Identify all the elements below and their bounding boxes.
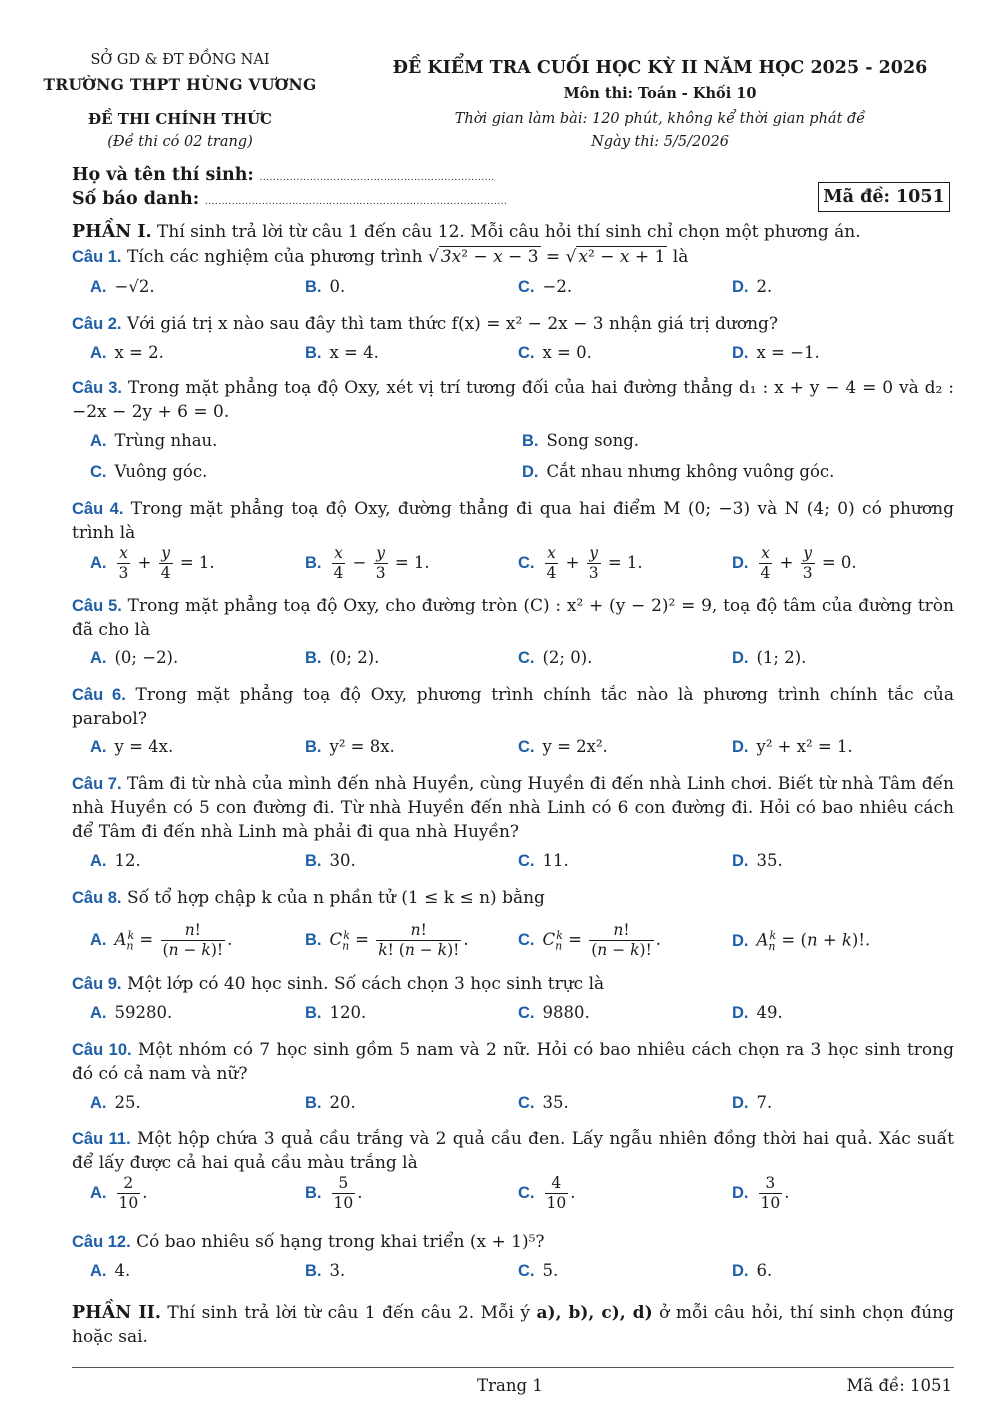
student-id-dots: .......................................................................................... (204, 197, 508, 207)
question-text: Một nhóm có 7 học sinh gồm 5 nam và 2 nữ. Hỏi có bao nhiêu cách chọn ra 3 học sinh trong đó có cả nam và nữ? (72, 1040, 954, 1084)
option-c[interactable]: C. 9880. (518, 1003, 590, 1022)
part2-heading: PHẦN II. (72, 1303, 161, 1323)
footer-exam-code: Mã đề: 1051 (846, 1376, 952, 1395)
student-name-line (72, 165, 495, 185)
option-a[interactable]: A. 12. (90, 851, 141, 870)
option-c[interactable]: C. Vuông góc. (90, 462, 208, 481)
option-d[interactable]: D. 49. (732, 1003, 783, 1022)
part1-heading: PHẦN I. (72, 222, 152, 242)
question-text: Có bao nhiêu số hạng trong khai triển (x + 1)⁵? (136, 1232, 545, 1252)
option-b[interactable]: B. x = 4. (305, 343, 379, 362)
question-text: Trong mặt phẳng toạ độ Oxy, xét vị trí tương đối của hai đường thẳng d₁ : x + y − 4 = 0 và d₂ : −2x − 2y + 6 = 0. (72, 378, 955, 422)
option-a[interactable]: A. x = 2. (90, 343, 164, 362)
question-number: Câu 11. (72, 1130, 131, 1148)
question-8 (72, 886, 954, 910)
option-a[interactable]: A. 4. (90, 1261, 131, 1280)
question-9 (72, 972, 954, 996)
question-12 (72, 1230, 954, 1254)
question-2 (72, 312, 954, 336)
footer-divider (72, 1367, 954, 1368)
option-c[interactable]: C. $\frac{x}{4}$ + $\frac{y}{3}$ = 1. (518, 544, 643, 582)
question-number: Câu 10. (72, 1041, 132, 1059)
option-c[interactable]: C. $C_n^k$ = $\frac{n!}{(n - k)!}$ . (518, 921, 662, 959)
option-c[interactable]: C. 11. (518, 851, 569, 870)
question-number: Câu 4. (72, 500, 124, 518)
option-b[interactable]: B. y² = 8x. (305, 737, 395, 756)
question-text: Trong mặt phẳng toạ độ Oxy, phương trình chính tắc nào là phương trình chính tắc của parabol? (72, 685, 954, 729)
option-d[interactable]: D. $\frac{x}{4}$ + $\frac{y}{3}$ = 0. (732, 544, 857, 582)
option-c[interactable]: C. 35. (518, 1093, 569, 1112)
question-7 (72, 772, 954, 844)
question-number: Câu 7. (72, 775, 122, 793)
option-b[interactable]: B. $C_n^k$ = $\frac{n!}{k! (n - k)!}$ . (305, 921, 469, 959)
option-a[interactable]: A. (0; −2). (90, 648, 179, 667)
exam-duration: Thời gian làm bài: 120 phút, không kể thời gian phát đề (454, 111, 866, 127)
student-name-dots: ...................................................................... (259, 173, 495, 183)
option-b[interactable]: B. 3. (305, 1261, 346, 1280)
option-a[interactable]: A. −√2. (90, 277, 155, 296)
option-a[interactable]: A. 25. (90, 1093, 141, 1112)
option-b[interactable]: B. $\frac{5}{10}$ . (305, 1174, 363, 1212)
student-id-label: Số báo danh: (72, 189, 200, 209)
option-d[interactable]: D. 6. (732, 1261, 773, 1280)
option-d[interactable]: D. y² + x² = 1. (732, 737, 853, 756)
question-text: Tích các nghiệm của phương trình (126, 247, 428, 267)
question-text: Một lớp có 40 học sinh. Số cách chọn 3 học sinh trực là (126, 974, 605, 994)
option-b[interactable]: B. 20. (305, 1093, 356, 1112)
question-number: Câu 6. (72, 686, 126, 704)
option-c[interactable]: C. −2. (518, 277, 573, 296)
student-name-label: Họ và tên thí sinh: (72, 165, 254, 185)
option-b[interactable]: B. $\frac{x}{4}$ − $\frac{y}{3}$ = 1. (305, 544, 430, 582)
option-a[interactable]: A. $A_n^k$ = $\frac{n!}{(n - k)!}$ . (90, 921, 233, 959)
part1-text: Thí sinh trả lời từ câu 1 đến câu 12. Mỗi câu hỏi thí sinh chỉ chọn một phương án. (157, 222, 861, 242)
option-a[interactable]: A. $\frac{2}{10}$ . (90, 1174, 148, 1212)
exam-date: Ngày thi: 5/5/2026 (591, 134, 729, 150)
option-b[interactable]: B. Song song. (522, 431, 640, 450)
part2-text: Thí sinh trả lời từ câu 1 đến câu 2. Mỗi ý (167, 1303, 537, 1323)
option-c[interactable]: C. (2; 0). (518, 648, 593, 667)
option-d[interactable]: D. $A_n^k = (n + k)$!. (732, 929, 871, 953)
question-number: Câu 1. (72, 248, 122, 266)
option-c[interactable]: C. y = 2x². (518, 737, 608, 756)
option-d[interactable]: D. Cắt nhau nhưng không vuông góc. (522, 462, 835, 481)
option-a[interactable]: A. $\frac{x}{3}$ + $\frac{y}{4}$ = 1. (90, 544, 215, 582)
part2-instruction (72, 1301, 954, 1349)
part1-instruction (72, 220, 954, 244)
option-a[interactable]: A. y = 4x. (90, 737, 174, 756)
question-number: Câu 9. (72, 975, 122, 993)
option-b[interactable]: B. 120. (305, 1003, 367, 1022)
question-number: Câu 3. (72, 379, 123, 397)
exam-subject: Môn thi: Toán - Khối 10 (563, 85, 757, 102)
question-text: Trong mặt phẳng toạ độ Oxy, đường thẳng đi qua hai điểm M (0; −3) và N (4; 0) có phương trình là (72, 499, 954, 543)
option-d[interactable]: D. (1; 2). (732, 648, 807, 667)
option-d[interactable]: D. 2. (732, 277, 773, 296)
option-c[interactable]: C. 5. (518, 1261, 559, 1280)
question-3 (72, 376, 954, 424)
question-number: Câu 5. (72, 597, 122, 615)
option-c[interactable]: C. x = 0. (518, 343, 592, 362)
option-d[interactable]: D. x = −1. (732, 343, 820, 362)
question-11 (72, 1127, 954, 1175)
option-c[interactable]: C. $\frac{4}{10}$ . (518, 1174, 576, 1212)
page-number: Trang 1 (477, 1376, 543, 1395)
exam-title: ĐỀ KIỂM TRA CUỐI HỌC KỲ II NĂM HỌC 2025 - 2026 (392, 58, 928, 78)
question-number: Câu 12. (72, 1233, 131, 1251)
equation: √ 3x² − x − 3 = √ x² − x + 1 (427, 247, 666, 267)
question-text: Trong mặt phẳng toạ độ Oxy, cho đường tròn (C) : x² + (y − 2)² = 9, toạ độ tâm của đường tròn đã cho là (72, 596, 954, 640)
question-number: Câu 2. (72, 315, 122, 333)
question-text: Với giá trị x nào sau đây thì tam thức f(x) = x² − 2x − 3 nhận giá trị dương? (126, 314, 779, 334)
student-id-line (72, 189, 507, 209)
department: SỞ GD & ĐT ĐỒNG NAI (90, 52, 270, 68)
option-a[interactable]: A. Trùng nhau. (90, 431, 218, 450)
option-b[interactable]: B. (0; 2). (305, 648, 380, 667)
question-4 (72, 497, 954, 545)
exam-code-box: Mã đề: 1051 (818, 182, 950, 212)
option-d[interactable]: D. 7. (732, 1093, 773, 1112)
part2-text-end: ở mỗi câu hỏi, thí sinh chọn đúng hoặc sai. (72, 1303, 954, 1347)
option-b[interactable]: B. 0. (305, 277, 346, 296)
page-note: (Đề thi có 02 trang) (107, 134, 253, 150)
option-d[interactable]: D. 35. (732, 851, 783, 870)
question-6 (72, 683, 954, 731)
school-name: TRƯỜNG THPT HÙNG VƯƠNG (43, 75, 317, 94)
option-a[interactable]: A. 59280. (90, 1003, 173, 1022)
question-text: Số tổ hợp chập k của n phần tử (1 ≤ k ≤ n) bằng (126, 888, 545, 908)
question-number: Câu 8. (72, 889, 122, 907)
question-text: Một hộp chứa 3 quả cầu trắng và 2 quả cầu đen. Lấy ngẫu nhiên đồng thời hai quả. Xác suất để lấy được cả hai quả cầu màu trắng là (72, 1129, 954, 1173)
question-text: Tâm đi từ nhà của mình đến nhà Huyền, cùng Huyền đi đến nhà Linh chơi. Biết từ nhà Tâm đến nhà Huyền có 5 con đường đi. Từ nhà Huyền đến nhà Linh có 6 con đường đi. Hỏi có bao nhiêu cách để Tâm đi đến nhà Linh mà phải đi qua nhà Huyền? (72, 774, 954, 842)
question-10 (72, 1038, 954, 1086)
option-b[interactable]: B. 30. (305, 851, 356, 870)
exam-kind: ĐỀ THI CHÍNH THỨC (88, 110, 272, 128)
question-1 (72, 245, 954, 269)
question-text-end: là (667, 247, 689, 267)
question-5 (72, 594, 954, 642)
part2-items: a), b), c), d) (536, 1303, 653, 1323)
option-d[interactable]: D. $\frac{3}{10}$ . (732, 1174, 790, 1212)
